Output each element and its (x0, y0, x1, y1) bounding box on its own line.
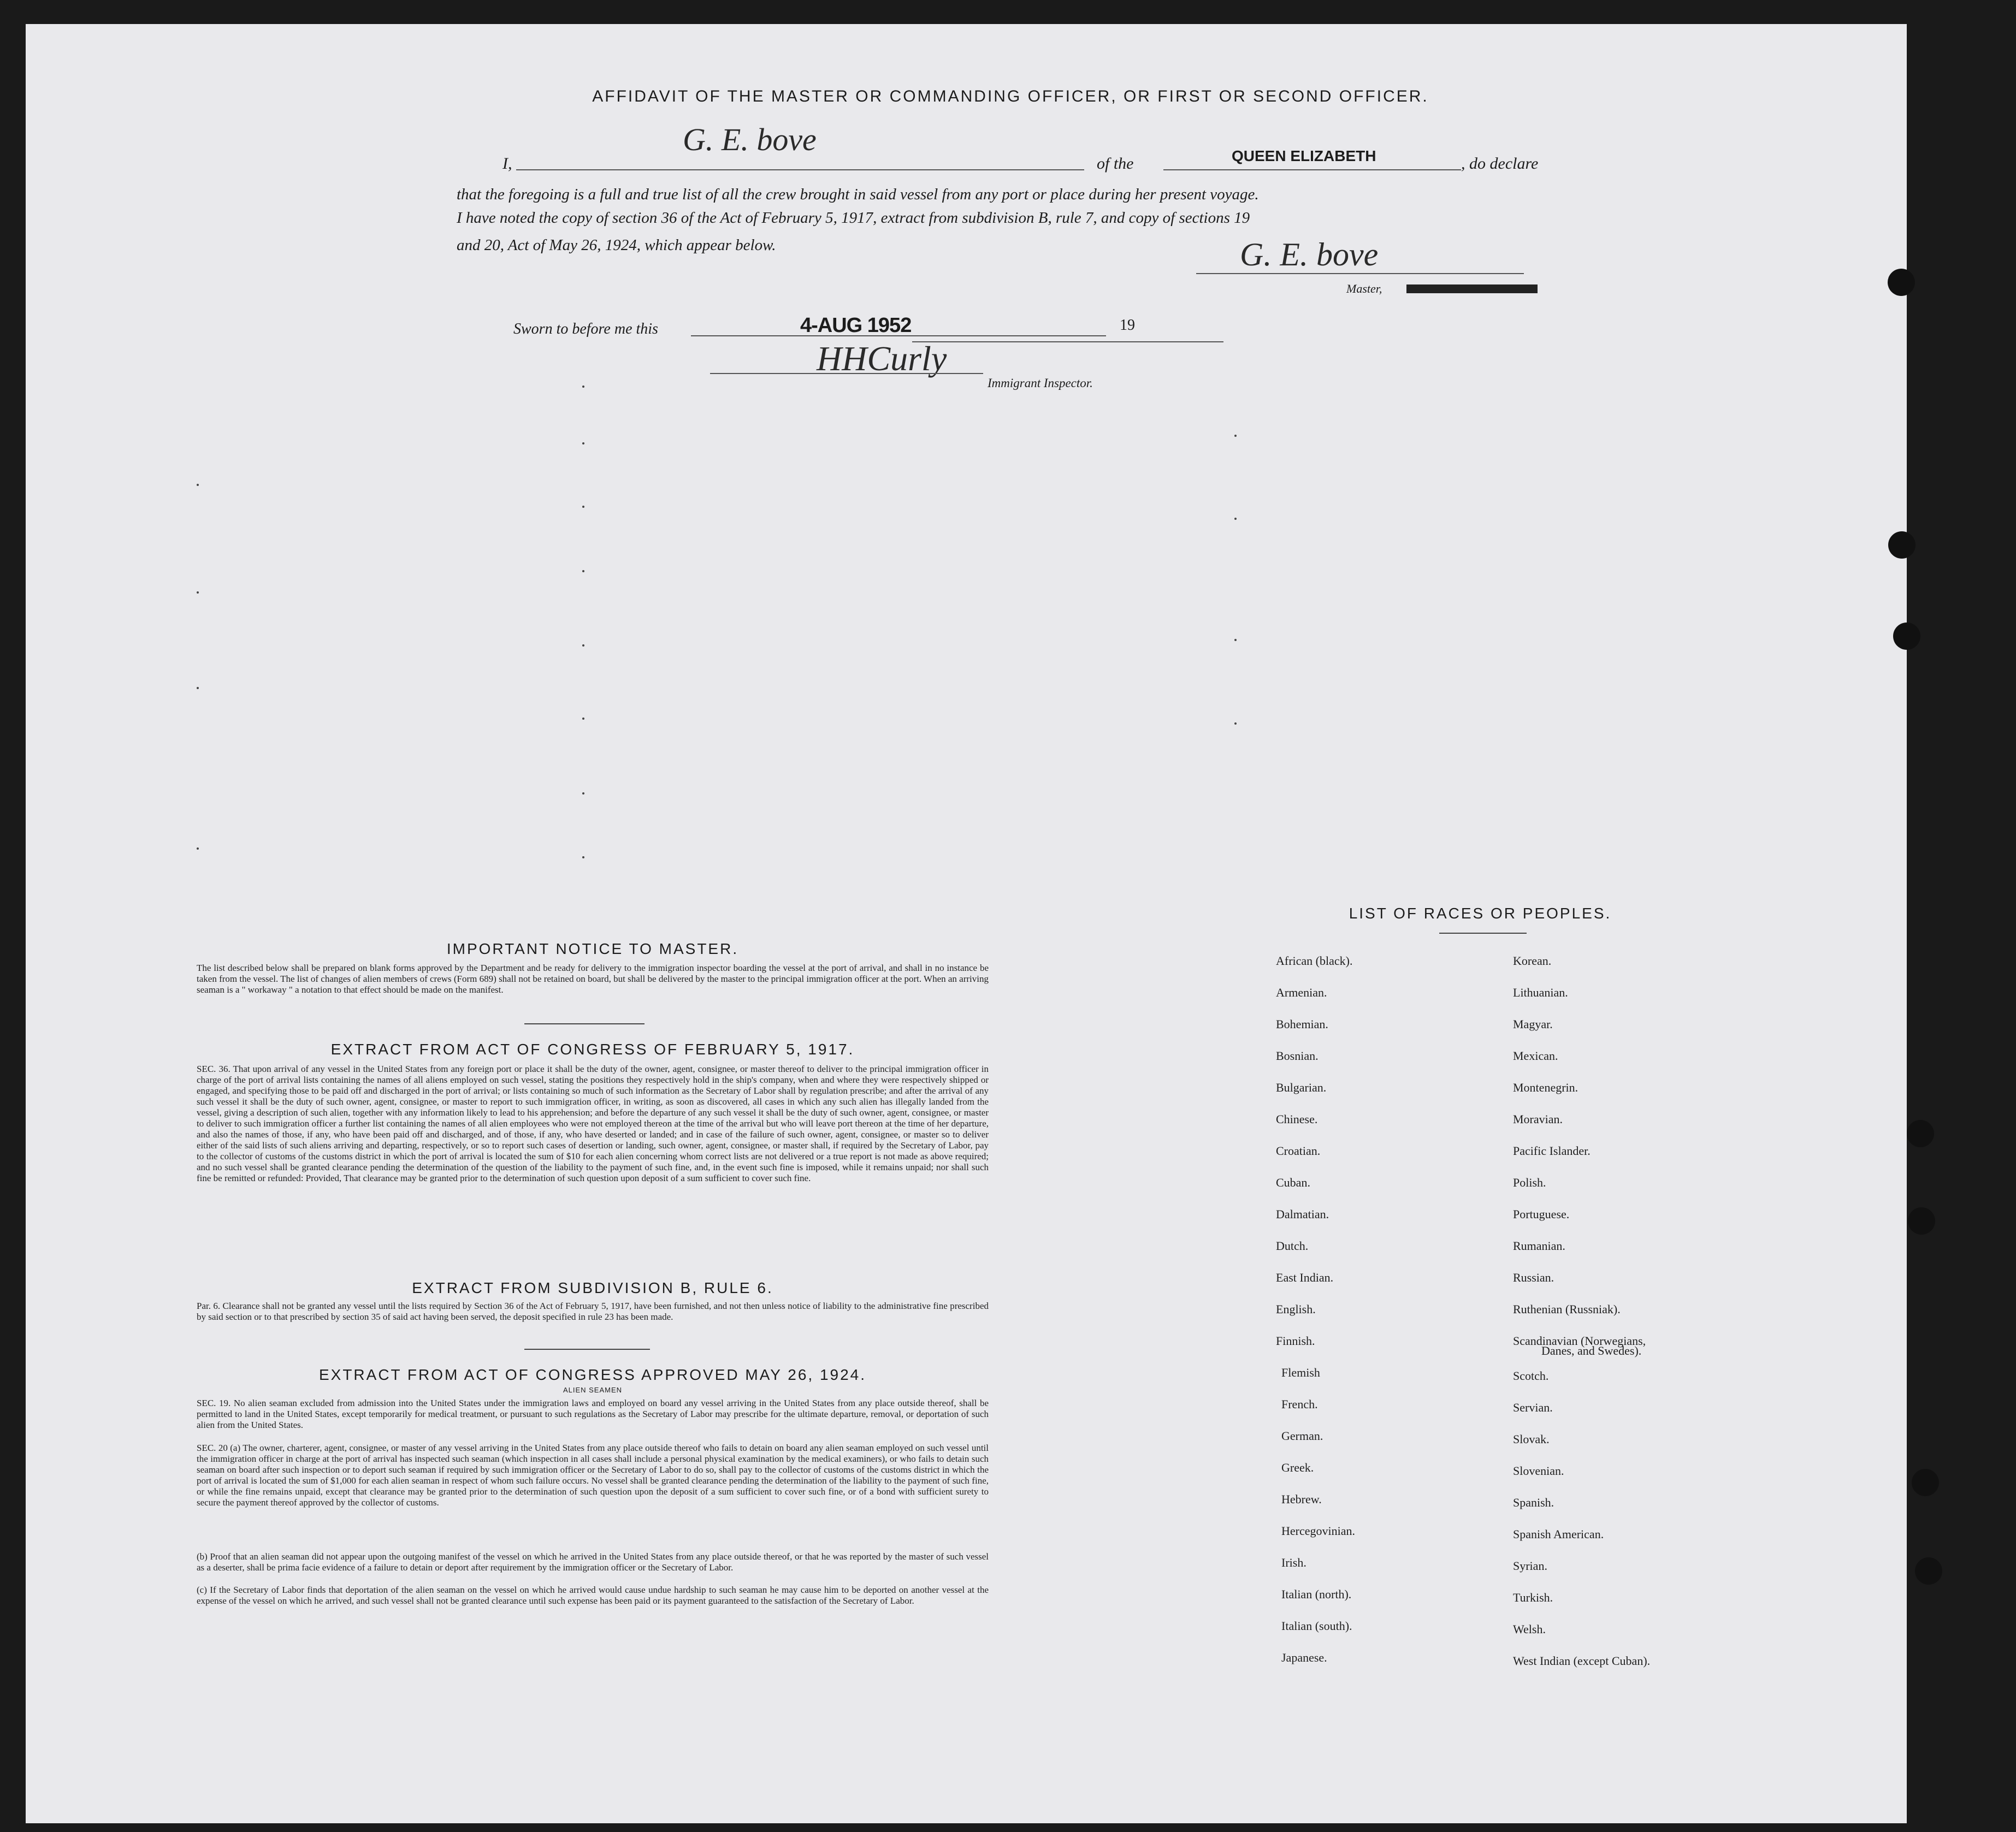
subdivision-text: Par. 6. Clearance shall not be granted any vessel until the lists required by Section 36 of the Act of February 5, 1917, have been furnished, and not then unless notice of liability to the administrative fine prescribed by said section or to that prescribed by section 35 of said act having been served, the deposit specified in rule 23 has been made. (197, 1301, 989, 1322)
race-right-continuation: Danes, and Swedes). (1541, 1344, 1642, 1357)
do-declare-label: , do declare (1461, 155, 1539, 173)
race-item-right: Slovak. (1513, 1432, 1550, 1446)
race-item-left: Irish. (1281, 1556, 1306, 1569)
race-item-left: Dutch. (1276, 1239, 1309, 1253)
race-item-left: Italian (south). (1281, 1619, 1352, 1633)
leader-dot (582, 506, 584, 508)
punch-hole (1912, 1469, 1939, 1496)
race-item-right: Lithuanian. (1513, 986, 1568, 999)
sec19-text: SEC. 19. No alien seaman excluded from admission into the United States under the immigration laws and employed on board any vessel arriving in the United States from any place outside thereof, shall be permitted to land in the United States, except temporarily for medical treatment, or pursuant to such regulations as the Secretary of Labor may prescribe for the ultimate departure, removal, or deportation of such alien from the United States. (197, 1398, 989, 1430)
race-item-right: Mexican. (1513, 1049, 1558, 1063)
affidavit-body-line1: that the foregoing is a full and true list of all the crew brought in said vessel from any port or place during her present voyage. (457, 186, 1259, 203)
race-item-left: Bosnian. (1276, 1049, 1319, 1063)
race-item-left: African (black). (1276, 954, 1353, 968)
race-item-right: Russian. (1513, 1271, 1554, 1284)
race-item-left: Finnish. (1276, 1334, 1315, 1348)
race-item-right: Welsh. (1513, 1622, 1546, 1636)
year-prefix: 19 (1120, 317, 1135, 334)
race-item-left: French. (1281, 1397, 1318, 1411)
race-item-right: Portuguese. (1513, 1207, 1570, 1221)
race-item-left: Greek. (1281, 1461, 1314, 1474)
punch-hole (1888, 531, 1916, 559)
alien-seamen-subtitle: ALIEN SEAMEN (563, 1386, 623, 1394)
race-item-right: Slovenian. (1513, 1464, 1564, 1478)
affidavit-body-line2: I have noted the copy of section 36 of the Act of February 5, 1917, extract from subdivision B, rule 7, and copy of sections 19 (457, 209, 1250, 227)
master-line (1196, 273, 1524, 274)
leader-dot (197, 847, 199, 850)
leader-dot (1234, 518, 1237, 520)
of-the-label: of the (1097, 155, 1134, 173)
race-item-right: West Indian (except Cuban). (1513, 1654, 1651, 1668)
punch-hole (1888, 269, 1915, 296)
inspector-line (710, 373, 983, 374)
race-item-left: Cuban. (1276, 1176, 1310, 1189)
punch-hole (1907, 1120, 1934, 1147)
extract-1917-title: EXTRACT FROM ACT OF CONGRESS OF FEBRUARY 5, 1917. (330, 1041, 855, 1058)
race-item-left: Bulgarian. (1276, 1081, 1327, 1094)
punch-hole (1915, 1557, 1942, 1585)
race-item-right: Scotch. (1513, 1369, 1549, 1383)
inspector-signature: HHCurly (817, 339, 947, 378)
race-item-left: Flemish (1281, 1366, 1320, 1379)
affidavit-body-line3: and 20, Act of May 26, 1924, which appear below. (457, 236, 776, 254)
sworn-tail-line (912, 341, 1223, 342)
race-item-right: Spanish. (1513, 1496, 1554, 1509)
race-item-left: German. (1281, 1429, 1323, 1443)
master-signature-2: G. E. bove (1240, 236, 1379, 272)
race-item-right: Syrian. (1513, 1559, 1547, 1573)
leader-dot (582, 856, 584, 858)
race-item-right: Ruthenian (Russniak). (1513, 1302, 1621, 1316)
leader-dot (197, 484, 199, 486)
race-item-right: Scandinavian (Norwegians, (1513, 1334, 1646, 1348)
punch-hole (1893, 622, 1920, 650)
extract-1924-title: EXTRACT FROM ACT OF CONGRESS APPROVED MAY 26, 1924. (318, 1366, 867, 1383)
leader-dot (582, 442, 584, 444)
leader-dot (1234, 722, 1237, 725)
race-item-left: Italian (north). (1281, 1587, 1352, 1601)
leader-dot (582, 644, 584, 647)
race-item-left: English. (1276, 1302, 1316, 1316)
race-item-right: Pacific Islander. (1513, 1144, 1591, 1158)
leader-dot (582, 792, 584, 795)
race-item-left: Dalmatian. (1276, 1207, 1329, 1221)
race-item-left: Armenian. (1276, 986, 1327, 999)
inspector-label: Immigrant Inspector. (988, 376, 1093, 390)
race-item-left: Croatian. (1276, 1144, 1321, 1158)
section-divider (1439, 933, 1527, 934)
race-item-left: Chinese. (1276, 1112, 1318, 1126)
race-item-right: Turkish. (1513, 1591, 1553, 1604)
leader-dot (582, 570, 584, 572)
race-item-right: Servian. (1513, 1401, 1553, 1414)
race-item-right: Magyar. (1513, 1017, 1553, 1031)
races-title: LIST OF RACES OR PEOPLES. (1349, 905, 1612, 922)
race-item-right: Korean. (1513, 954, 1552, 968)
race-item-right: Moravian. (1513, 1112, 1563, 1126)
name-line (516, 169, 1084, 170)
redaction-bar (1406, 284, 1538, 293)
punch-hole (1908, 1207, 1935, 1235)
vessel-line (1163, 169, 1461, 170)
affidavit-i-label: I, (502, 155, 512, 173)
leader-dot (1234, 639, 1237, 641)
leader-dot (197, 687, 199, 689)
race-item-left: Japanese. (1281, 1651, 1327, 1664)
race-item-left: Bohemian. (1276, 1017, 1328, 1031)
section-divider (524, 1349, 650, 1350)
race-item-right: Rumanian. (1513, 1239, 1565, 1253)
sec20b-text: (b) Proof that an alien seaman did not appear upon the outgoing manifest of the vessel on which he arrived in the United States from any place outside thereof, or that he was reported by the master of such vessel as a deserter, shall be prima facie evidence of a failure to detain or deport after requirement by the immigration officer or the Secretary of Labor. (197, 1551, 989, 1573)
extract-1917-text: SEC. 36. That upon arrival of any vessel in the United States from any foreign port or place it shall be the duty of the owner, agent, consignee, or master thereof to deliver to the principal immigration officer in charge of the port of arrival lists containing the names of all aliens employed on such vessel, stating the positions they respectively hold in the ship's company, when and where they were respectively shipped or engaged, and specifying those to be paid off and discharged in the port of arrival; or lists containing so much of such information as the Secretary of Labor shall by regulation prescribe; and after the arrival of any such vessel it shall be the duty of such owner, agent, consignee, or master to report to such immigration officer, in writing, as soon as discovered, all cases in which any such alien has illegally landed from the vessel, giving a description of such alien, together with any information likely to lead to his apprehension; and before the departure of any such vessel it shall be the duty of such owner, agent, consignee, or master to deliver to such immigration officer a further list containing the names of all alien employees who were not employed thereon at the time of the arrival but who will leave port thereon at the time of her departure, and also the names of those, if any, who have been paid off and discharged, and of those, if any, who have deserted or landed; and in case of the failure of such owner, agent, consignee, or master so to deliver either of the said lists of such aliens arriving and departing, respectively, or so to report such cases of desertion or landing, such owner, agent, consignee, or master shall, if required by the Secretary of Labor, pay to the collector of customs of the customs district in which the port of arrival is located the sum of $10 for each alien concerning whom correct lists are not delivered or a true report is not made as above required; and no such vessel shall be granted clearance pending the determination of the question of the liability to the payment of such fine, and, in the event such fine is imposed, while it remains unpaid; nor shall such fine be remitted or refunded: Provided, That clearance may be granted prior to the determination of such question upon deposit of a sum sufficient to cover such fine. (197, 1064, 989, 1183)
leader-dot (1234, 435, 1237, 437)
affidavit-title: AFFIDAVIT OF THE MASTER OR COMMANDING OFFICER, OR FIRST OR SECOND OFFICER. (592, 87, 1429, 105)
sworn-label: Sworn to before me this (513, 321, 658, 337)
master-signature: G. E. bove (683, 122, 817, 157)
race-item-right: Montenegrin. (1513, 1081, 1578, 1094)
sec20a-text: SEC. 20 (a) The owner, charterer, agent, consignee, or master of any vessel arriving in the United States from any place outside thereof who fails to detain on board any alien seaman employed on such vessel until the immigration officer in charge at the port of arrival has inspected such seaman (which inspection in all cases shall include a personal physical examination by the medical examiners), or who fails to detain such seaman on board after such inspection or to deport such seaman if required by such immigration officer or the Secretary of Labor to do so, shall pay to the collector of customs of the customs district in which the port of arrival is located the sum of $1,000 for each alien seaman in respect of whom such failure occurs. No vessel shall be granted clearance pending the determination of the liability to the payment of such fine, or while the fine remains unpaid, except that clearance may be granted prior to the determination of such question upon the deposit of a sum sufficient to cover such fine, or of a bond with sufficient surety to secure the payment thereof approved by the collector of customs. (197, 1443, 989, 1508)
leader-dot (582, 718, 584, 720)
subdivision-title: EXTRACT FROM SUBDIVISION B, RULE 6. (412, 1279, 773, 1296)
notice-text: The list described below shall be prepared on blank forms approved by the Department and be ready for delivery to the immigration inspector boarding the vessel at the port of arrival, and shall in no instance be taken from the vessel. The list of changes of alien members of crews (Form 689) shall not be retained on board, but shall be delivered by the master to the principal immigration officer at the port. When an arriving seaman is a " workaway " a notation to that effect should be made on the manifest. (197, 963, 989, 995)
sworn-date-stamp: 4-AUG 1952 (800, 314, 912, 337)
race-item-left: Hebrew. (1281, 1492, 1322, 1506)
leader-dot (582, 386, 584, 388)
leader-dot (197, 591, 199, 594)
notice-title: IMPORTANT NOTICE TO MASTER. (446, 940, 739, 957)
master-label: Master, (1346, 282, 1382, 295)
sec20c-text: (c) If the Secretary of Labor finds that deportation of the alien seaman on the vessel on which he arrived would cause undue hardship to such seaman he may cause him to be deported on another vessel at the expense of the vessel on which he arrived, and such vessel shall not be granted clearance until such expense has been paid or its payment guaranteed to the satisfaction of the Secretary of Labor. (197, 1585, 989, 1606)
race-item-left: Hercegovinian. (1281, 1524, 1355, 1538)
race-item-right: Polish. (1513, 1176, 1546, 1189)
race-item-right: Spanish American. (1513, 1527, 1604, 1541)
race-item-left: East Indian. (1276, 1271, 1334, 1284)
vessel-name: QUEEN ELIZABETH (1232, 147, 1376, 164)
section-divider (524, 1023, 645, 1024)
